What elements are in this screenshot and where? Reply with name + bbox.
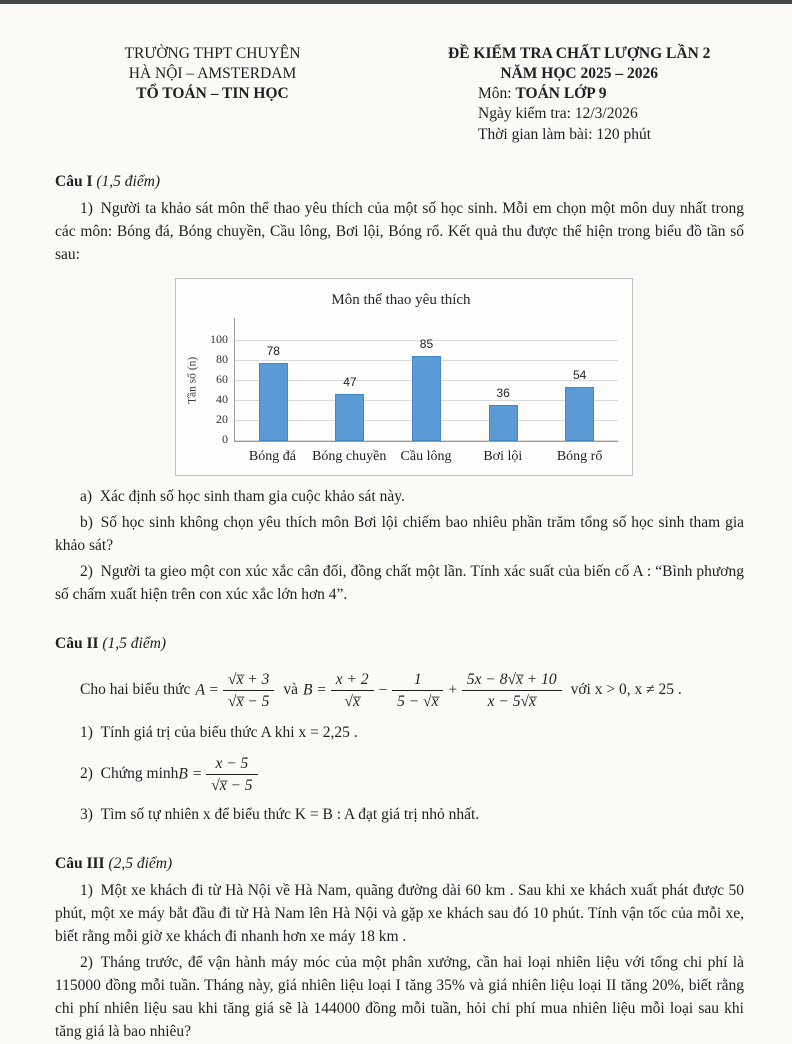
formula-item2-fraction (206, 754, 257, 796)
chart-y-axis-label: Tần số (n) (186, 356, 199, 404)
and-word: và (283, 681, 298, 699)
formula-B-term2 (392, 670, 443, 712)
bar (412, 356, 441, 441)
exam-date-line: Ngày kiểm tra: 12/3/2026 (478, 105, 638, 123)
formula-item2-lhs: B = (178, 765, 203, 783)
x-label-3: Bơi lội (483, 448, 523, 464)
cau2-condition: với x > 0, x ≠ 25 . (570, 681, 682, 699)
bar (565, 387, 594, 441)
cau1-title: Câu I (55, 172, 93, 190)
department-line: TỔ TOÁN – TIN HỌC (136, 85, 289, 103)
formula-B-lhs: B = (302, 681, 327, 699)
cau1-points: (1,5 điểm) (96, 172, 161, 190)
cau2-expression-definitions (80, 670, 744, 712)
exam-duration-line: Thời gian làm bài: 120 phút (478, 125, 652, 143)
formula-A (195, 670, 278, 712)
y-tick-80: 80 (216, 351, 228, 366)
y-tick-60: 60 (216, 371, 228, 386)
bar (489, 405, 518, 441)
chart-y-axis (202, 318, 234, 446)
cau2-points: (1,5 điểm) (102, 635, 167, 653)
cau2-item-1: 1) Tính giá trị của biểu thức A khi x = 2,25 . (80, 723, 358, 741)
y-tick-100: 100 (210, 331, 228, 346)
formula-A-fraction (223, 670, 274, 712)
cau2-title: Câu II (55, 635, 99, 653)
exam-year: NĂM HỌC 2025 – 2026 (500, 65, 658, 83)
subject-prefix: Môn: (478, 85, 516, 103)
formula-item2-denominator: √x̅ − 5 (211, 777, 253, 795)
formula-B-term1 (331, 670, 374, 712)
formula-B-term3 (462, 670, 562, 712)
cau3-points: (2,5 điểm) (108, 855, 173, 873)
bar-value-label: 85 (419, 336, 434, 351)
y-tick-0: 0 (222, 431, 228, 446)
formula-A-denominator: √x̅ − 5 (227, 693, 270, 711)
cau1-question2-paragraph: 2) Người ta gieo một con xúc xắc cân đối, đồng chất một lần. Tính xác suất của biến cố A : “Bình phương số chấm xuất hiện trên con xúc xắc lớn hơn 4”. (55, 563, 744, 604)
formula-B-term2-numerator: 1 (392, 670, 443, 691)
bar-column-2 (388, 318, 465, 441)
bar (259, 363, 288, 441)
exam-info-block (448, 44, 710, 145)
cau2-intro-text: Cho hai biểu thức (80, 681, 191, 699)
formula-A-numerator: √x̅ + 3 (223, 670, 274, 691)
cau1-question-a: a) Xác định số học sinh tham gia cuộc khảo sát này. (80, 488, 405, 506)
bar-column-0 (235, 318, 312, 441)
formula-A-lhs: A = (195, 681, 219, 699)
formula-item2-numerator: x − 5 (206, 754, 257, 775)
formula-B (303, 670, 566, 712)
bar-column-4 (541, 318, 618, 441)
formula-B-term3-numerator: 5x − 8√x̅ + 10 (462, 670, 562, 691)
bar-column-3 (465, 318, 542, 441)
formula-B-term1-denominator: √x̅ (344, 693, 360, 711)
exam-header (55, 44, 744, 145)
cau3-question1-paragraph: 1) Một xe khách đi từ Hà Nội về Hà Nam, quãng đường dài 60 km . Sau khi xe khách xuất phát được 50 phút, một xe máy bắt đầu đi từ Hà Nam lên Hà Nội và gặp xe khách sau đó 10 phút. Tính vận tốc của mỗi xe, biết rằng mỗi giờ xe khách đi nhanh hơn xe máy 18 km . (55, 882, 744, 946)
subject-name: TOÁN LỚP 9 (515, 85, 607, 103)
school-name-line2: HÀ NỘI – AMSTERDAM (128, 65, 297, 83)
exam-title: ĐỀ KIỂM TRA CHẤT LƯỢNG LẦN 2 (448, 45, 711, 62)
school-name-line1: TRƯỜNG THPT CHUYÊN (124, 45, 301, 62)
x-label-4: Bóng rổ (556, 448, 603, 464)
x-label-1: Bóng chuyền (312, 448, 387, 464)
cau1-question1-paragraph: 1) Người ta khảo sát môn thể thao yêu thích của một số học sinh. Mỗi em chọn một môn duy nhất trong các môn: Bóng đá, Bóng chuyền, Cầu lông, Bơi lội, Bóng rổ. Kết quả thu được thể hiện trong biểu đồ tần số sau: (55, 199, 744, 263)
cau3-question2-paragraph: 2) Tháng trước, để vận hành máy móc của một phân xưởng, cần hai loại nhiên liệu với tổng chi phí là 115000 đồng mỗi tuần. Tháng này, giá nhiên liệu loại I tăng 35% và giá nhiên liệu loại II tăng 20%, biết rằng chi phí nhiên liệu sau khi tăng giá sẽ là 144000 đồng mỗi tuần, hỏi chi phí mua nhiên liệu mỗi loại sau khi tăng giá là bao nhiêu? (55, 954, 744, 1040)
cau2-item-2-text: 2) Chứng minh (80, 765, 179, 783)
cau1-heading (55, 171, 744, 194)
cau1-question-b: b) Số học sinh không chọn yêu thích môn Bơi lội chiếm bao nhiêu phần trăm tổng số học sinh tham gia khảo sát? (55, 514, 744, 555)
bar-value-label: 36 (496, 385, 510, 400)
x-label-2: Cầu lông (400, 448, 452, 464)
bar-column-1 (312, 318, 389, 441)
cau2-heading (55, 633, 744, 656)
frequency-chart (175, 278, 633, 476)
exam-page (0, 4, 792, 1044)
minus-operator: − (377, 681, 389, 699)
chart-title: Môn thể thao yêu thích (331, 292, 471, 309)
chart-x-labels (234, 442, 618, 468)
plus-operator: + (447, 681, 458, 699)
x-label-0: Bóng đá (248, 448, 296, 464)
cau2-item-3: 3) Tìm số tự nhiên x để biểu thức K = B : A đạt giá trị nhỏ nhất. (80, 806, 480, 824)
bar-value-label: 54 (572, 367, 587, 382)
chart-plot-area (234, 318, 618, 442)
cau2-item-2 (55, 754, 744, 796)
chart-body (184, 318, 618, 446)
cau3-heading (55, 853, 744, 876)
school-block (110, 44, 315, 104)
formula-B-term3-denominator: x − 5√x̅ (487, 693, 536, 711)
formula-item2 (178, 754, 261, 796)
bar (335, 394, 364, 441)
bar-value-label: 78 (266, 343, 280, 358)
cau3-title: Câu III (55, 855, 105, 873)
formula-B-term2-denominator: 5 − √x̅ (397, 693, 439, 711)
bar-value-label: 47 (343, 374, 357, 389)
y-tick-40: 40 (216, 391, 228, 406)
formula-B-term1-numerator: x + 2 (331, 670, 374, 691)
y-tick-20: 20 (216, 411, 228, 426)
exam-subject-line (478, 84, 710, 104)
